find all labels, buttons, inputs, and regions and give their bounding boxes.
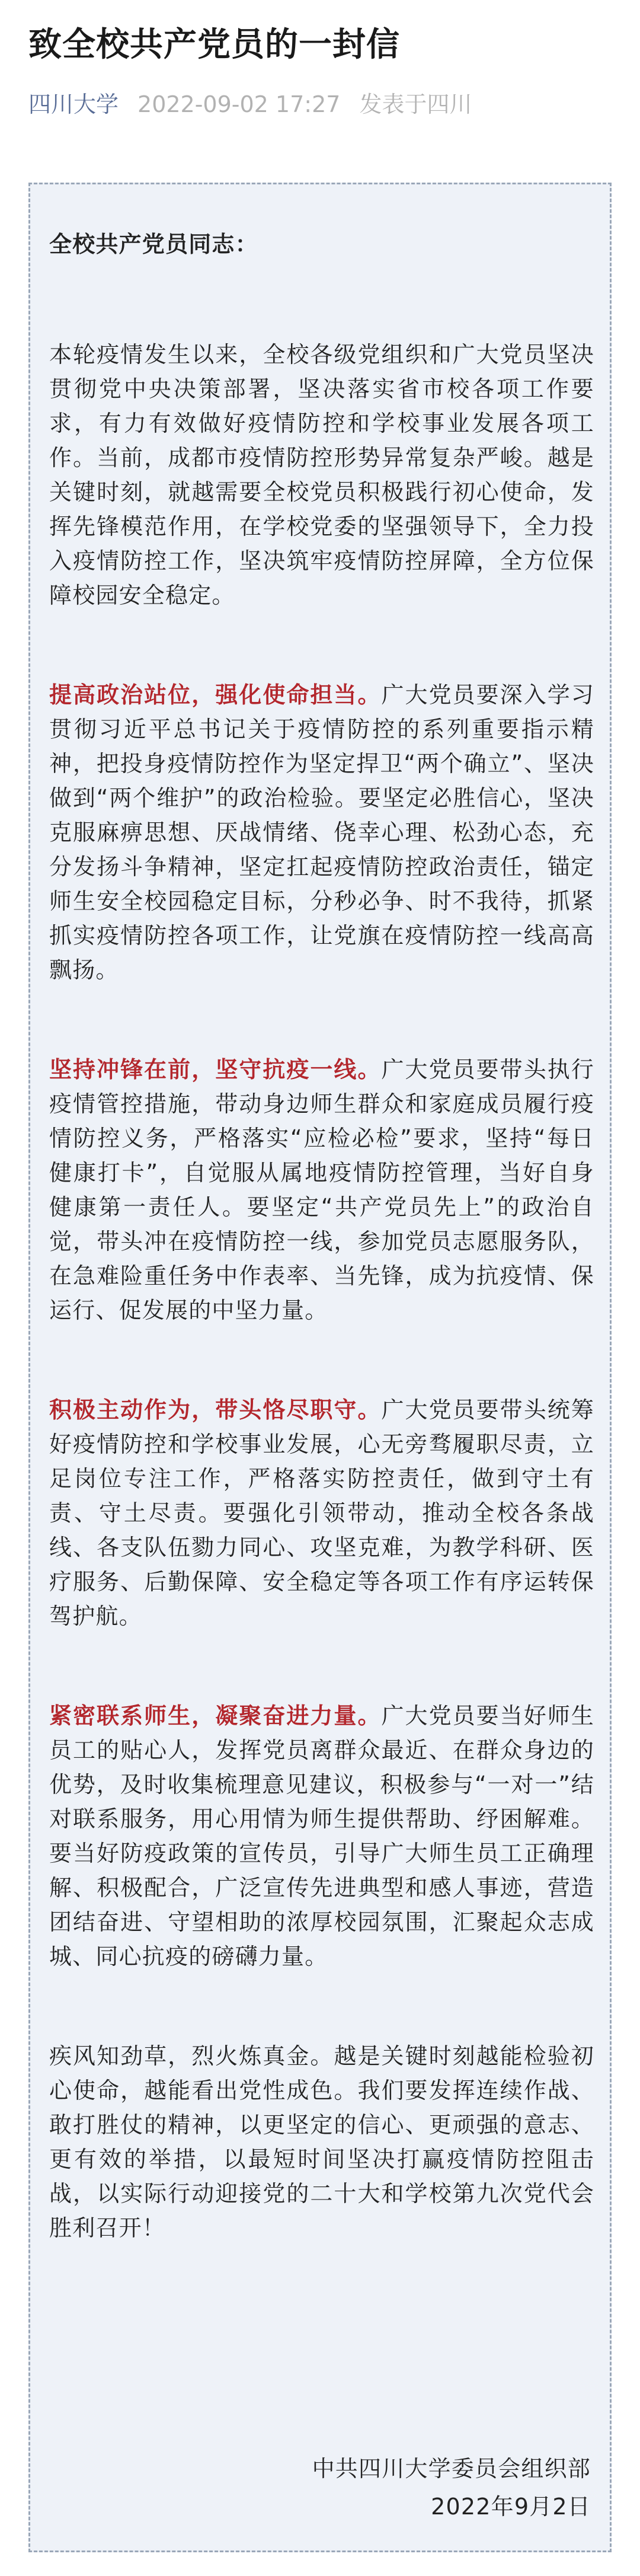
- paragraph-text: 广大党员要深入学习贯彻习近平总书记关于疫情防控的系列重要指示精神，把投身疫情防控作为坚定捍卫“两个确立”、坚决做到“两个维护”的政治检验。要坚定必胜信心，坚决克服麻痹思想、厌战情绪、侥幸心理、松劲心态，充分发扬斗争精神，坚定扛起疫情防控政治责任，锚定师生安全校园稳定目标，分秒必争、时不我待，抓紧抓实疫情防控各项工作，让党旗在疫情防控一线高高飘扬。: [49, 682, 594, 983]
- paragraph-heading: 坚持冲锋在前，坚守抗疫一线。: [49, 1056, 382, 1083]
- paragraph-text: 本轮疫情发生以来，全校各级党组织和广大党员坚决贯彻党中央决策部署，坚决落实省市校各项工作要求，有力有效做好疫情防控和学校事业发展各项工作。当前，成都市疫情防控形势异常复杂严峻。越是关键时刻，就越需要全校党员积极践行初心使命，发挥先锋模范作用，在学校党委的坚强领导下，全力投入疫情防控工作，坚决筑牢疫情防控屏障，全方位保障校园安全稳定。: [49, 341, 594, 608]
- letter-body: [49, 227, 594, 2310]
- paragraph-text: 疾风知劲草，烈火炼真金。越是关键时刻越能检验初心使命，越能看出党性成色。我们要发挥连续作战、敢打胜仗的精神，以更坚定的信心、更顽强的意志、更有效的举措，以最短时间坚决打赢疫情防控阻击战，以实际行动迎接党的二十大和学校第九次党代会胜利召开！: [49, 2043, 594, 2241]
- article-meta: [28, 90, 472, 119]
- letter-paragraph-political-stance: [49, 678, 594, 987]
- letter-signature-block: [312, 2450, 591, 2526]
- letter-paragraph-duty: [49, 1393, 594, 1633]
- paragraph-text: 广大党员要当好师生员工的贴心人，发挥党员离群众最近、在群众身边的优势，及时收集梳理意见建议，积极参与“一对一”结对联系服务，用心用情为师生提供帮助、纾困解难。要当好防疫政策的宣传员，引导广大师生员工正确理解、积极配合，广泛宣传先进典型和感人事迹，营造团结奋进、守望相助的浓厚校园氛围，汇聚起众志成城、同心抗疫的磅礴力量。: [49, 1703, 594, 1969]
- letter-paragraph-closing: [49, 2039, 594, 2245]
- signature-organization: 中共四川大学委员会组织部: [312, 2456, 591, 2482]
- letter-paragraph-front-line: [49, 1052, 594, 1327]
- letter-paragraph-connect-teachers-students: [49, 1699, 594, 1974]
- letter-greeting: 全校共产党员同志：: [49, 231, 258, 257]
- paragraph-heading: 提高政治站位，强化使命担当。: [49, 682, 382, 708]
- paragraph-text: 广大党员要带头执行疫情管控措施，带动身边师生群众和家庭成员履行疫情防控义务，严格落实“应检必检”要求，坚持“每日健康打卡”，自觉服从属地疫情防控管理，当好自身健康第一责任人。要坚定“共产党员先上”的政治自觉，带头冲在疫情防控一线，参加党员志愿服务队，在急难险重任务中作表率、当先锋，成为抗疫情、保运行、促发展的中坚力量。: [49, 1056, 594, 1323]
- account-name-link[interactable]: 四川大学: [28, 91, 119, 117]
- letter-paragraph-intro: [49, 337, 594, 612]
- publish-location: 发表于四川: [359, 91, 472, 117]
- article-title: 致全校共产党员的一封信: [28, 25, 400, 64]
- paragraph-heading: 积极主动作为，带头恪尽职守。: [49, 1397, 382, 1423]
- signature-date: 2022年9月2日: [431, 2494, 591, 2520]
- letter-box: [28, 183, 612, 2552]
- publish-date: 2022-09-02 17:27: [137, 91, 341, 117]
- paragraph-heading: 紧密联系师生，凝聚奋进力量。: [49, 1703, 382, 1729]
- paragraph-text: 广大党员要带头统筹好疫情防控和学校事业发展，心无旁骛履职尽责，立足岗位专注工作，严格落实防控责任，做到守土有责、守土尽责。要强化引领带动，推动全校各条战线、各支队伍勠力同心、攻坚克难，为教学科研、医疗服务、后勤保障、安全稳定等各项工作有序运转保驾护航。: [49, 1397, 594, 1629]
